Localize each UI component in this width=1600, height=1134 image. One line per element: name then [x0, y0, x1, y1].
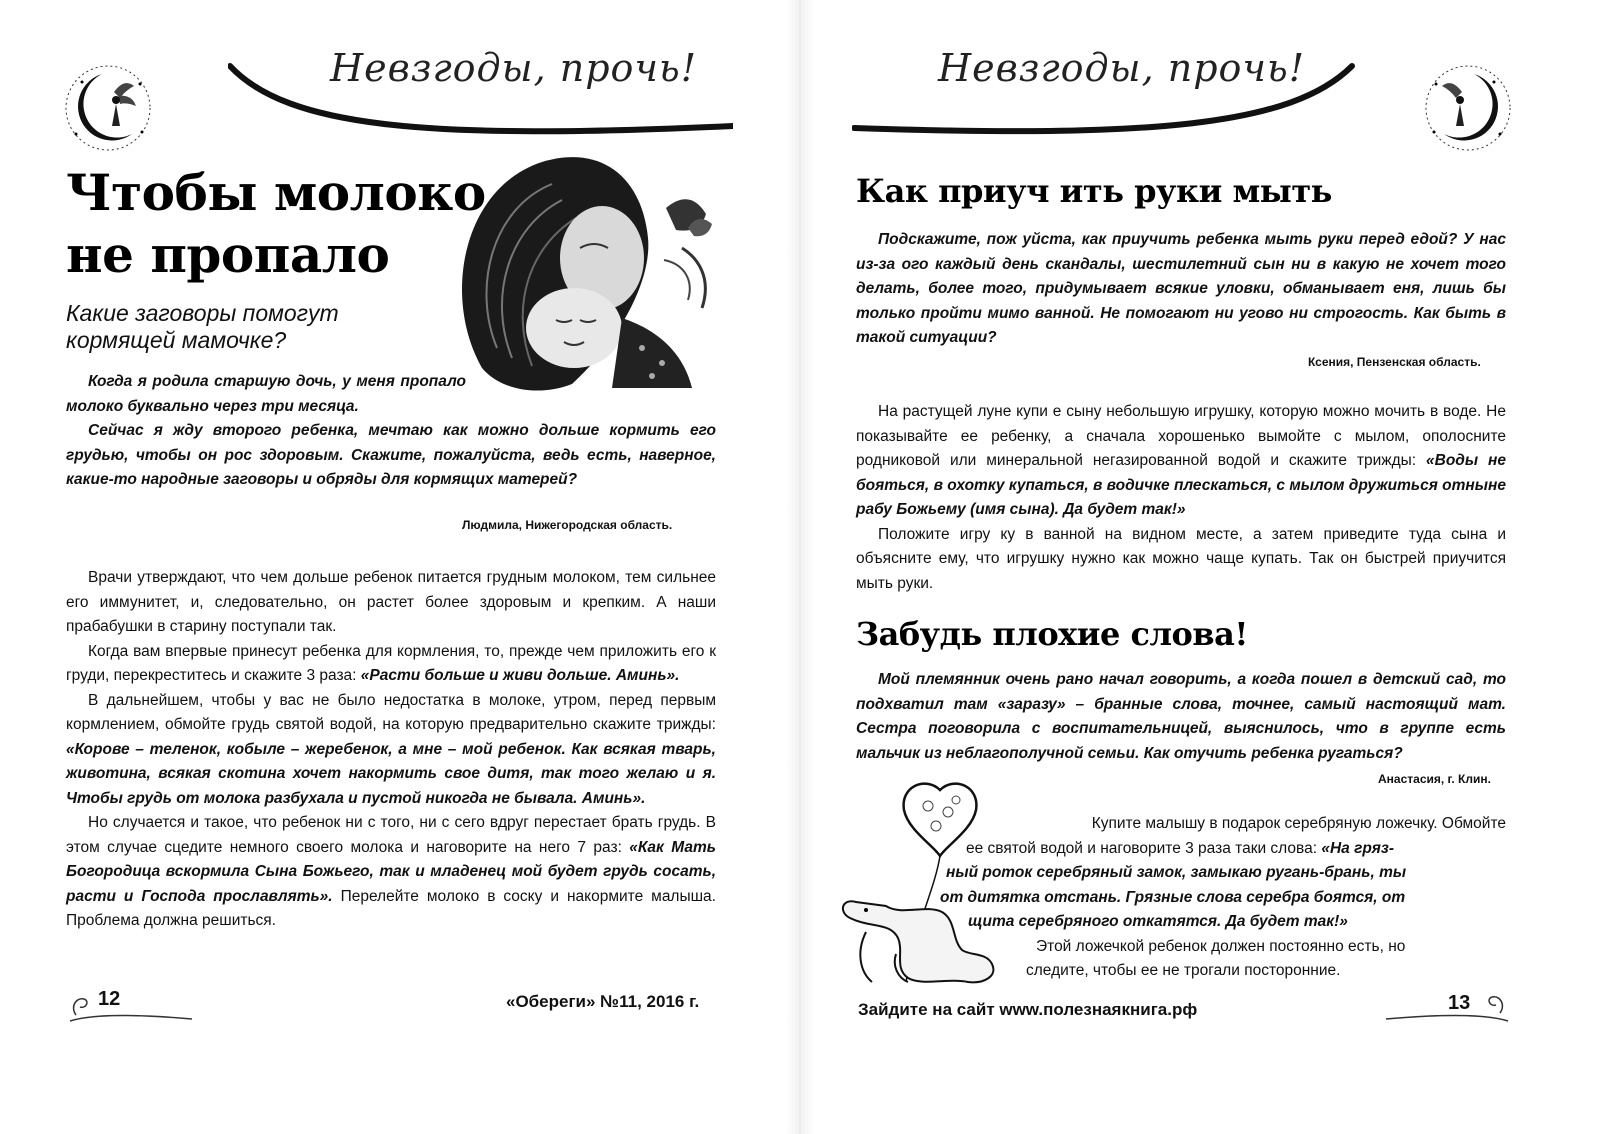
right-page	[800, 0, 1600, 1134]
letter1-signature: Ксения, Пензенская область.	[1308, 355, 1481, 369]
paragraph-1: Врачи утверждают, что чем дольше ребенок питается грудным молоком, тем сильнее его иммунитет, и, следовательно, он растет более здоровым и крепким. А наши прабабушки в старину поступали так.	[66, 569, 716, 635]
article-subtitle: Какие заговоры помогут кормящей мамочке?	[66, 300, 339, 353]
reader-letter-wash-hands: Подскажите, пож уйста, как приучить ребенка мыть руки перед едой? У нас из-за ого каждый день скандалы, шестилетний сын ни в какую не хочет того делать, более того, придумывает всякие уловки, обманывает еня, лишь бы только пройти мимо ванной. Не помогают ни угово ни строгость. Как быть в такой ситуации?	[856, 231, 1506, 346]
article-title-line1: Чтобы молоко	[66, 163, 486, 222]
page-number-flourish-right-icon	[1382, 985, 1512, 1029]
page-number-right: 13	[1448, 992, 1471, 1014]
reader-letter: Когда я родила старшую дочь, у меня пропало молоко буквально через три месяца. Сейчас я жду второго ребенка, мечтаю как можно дольше кормить его грудью, чтобы он рос здоровым. Скажите, пожалуйста, ведь есть, наверное, какие-то народные заговоры и обряды для кормящих матерей?	[66, 373, 716, 488]
page-number-flourish-left-icon	[66, 985, 196, 1025]
article-body	[66, 566, 716, 934]
heading-bad-words: Забудь плохие слова!	[856, 615, 1248, 653]
magazine-footer: «Обереги» №11, 2016 г.	[506, 992, 700, 1011]
answer-bad-words: Купите малышу в подарок серебряную ложечку. Обмойте ее святой водой и наговорите 3 раза таки слова: «На гряз- ный роток серебряный замок, замыкаю ругань-брань, ты от дитятка отстань. Грязные слова серебра боятся, от щита серебряного откатятся. Да будет так!» Этой ложечкой ребенок должен постоянно есть, но следите, чтобы ее не трогали посторонние.	[940, 815, 1506, 979]
answer-wash-hands: На растущей луне купи е сыну небольшую игрушку, которую можно мочить в воде. Не показывайте ее ребенку, а сначала хорошенько вымойте с мылом, ополосните родниковой или минеральной негазированной водой и скажите трижды: «Воды не бояться, в охотку купаться, в водичке плескаться, с мылом дружиться отныне рабу Божьему (имя сына). Да будет так!» Положите игру ку в ванной на видном месте, а затем приведите туда сына и объясните ему, что игрушку нужно как можно чаще купать. Так он быстрей приучится мыть руки.	[856, 403, 1507, 592]
website-footer: Зайдите на сайт www.полезнаякнига.рф	[858, 1000, 1198, 1019]
article-title-line2: не пропало	[66, 225, 390, 284]
article-title	[66, 162, 486, 286]
paragraph-3: В дальнейшем, чтобы у вас не было недостатка в молоке, утром, перед первым кормлением, обмойте грудь святой водой, на которую предварительно скажите трижды: «Корове – теленок, кобыле – жеребенок, а мне – мой ребенок. Как всякая тварь, животина, всякая скотина хочет накормить свое дитя, так того желаю и я. Чтобы грудь от молока разбухала и пустой никогда не бывала. Аминь».	[66, 691, 716, 807]
page-number-left: 12	[98, 988, 121, 1010]
moon-fairy-emblem-right-icon	[1422, 62, 1514, 154]
running-title-right: Невзгоды, прочь!	[938, 46, 1306, 90]
moon-fairy-emblem-icon	[62, 62, 154, 154]
paragraph-4: Но случается и такое, что ребенок ни с того, ни с сего вдруг перестает брать грудь. В этом случае сцедите немного своего молока и наговорите на него 7 раз: «Как Мать Богородица вскормила Сына Божьего, так и младенец мой будет грудь сосать, расти и Господа прославлять». Перелейте молоко в соску и накормите малыша. Проблема должна решиться.	[66, 814, 716, 929]
mother-baby-illustration	[452, 148, 724, 396]
letter-signature: Людмила, Нижегородская область.	[462, 518, 673, 532]
running-title-left: Невзгоды, прочь!	[330, 46, 698, 90]
letter2-signature: Анастасия, г. Клин.	[1378, 772, 1491, 786]
heading-wash-hands: Как приуч ить руки мыть	[856, 172, 1332, 210]
reader-letter-bad-words: Мой племянник очень рано начал говорить, а когда пошел в детский сад, то подхватил там «заразу» – бранные слова, точнее, самый настоящий мат. Сестра поговорила с воспитательницей, выяснилось, что в группе есть мальчик из неблагополучной семьи. Как отучить ребенка ругаться?	[856, 671, 1506, 762]
paragraph-2: Когда вам впервые принесут ребенка для кормления, то, прежде чем приложить его к груди, перекреститесь и скажите 3 раза: «Расти больше и живи дольше. Аминь».	[66, 642, 716, 684]
